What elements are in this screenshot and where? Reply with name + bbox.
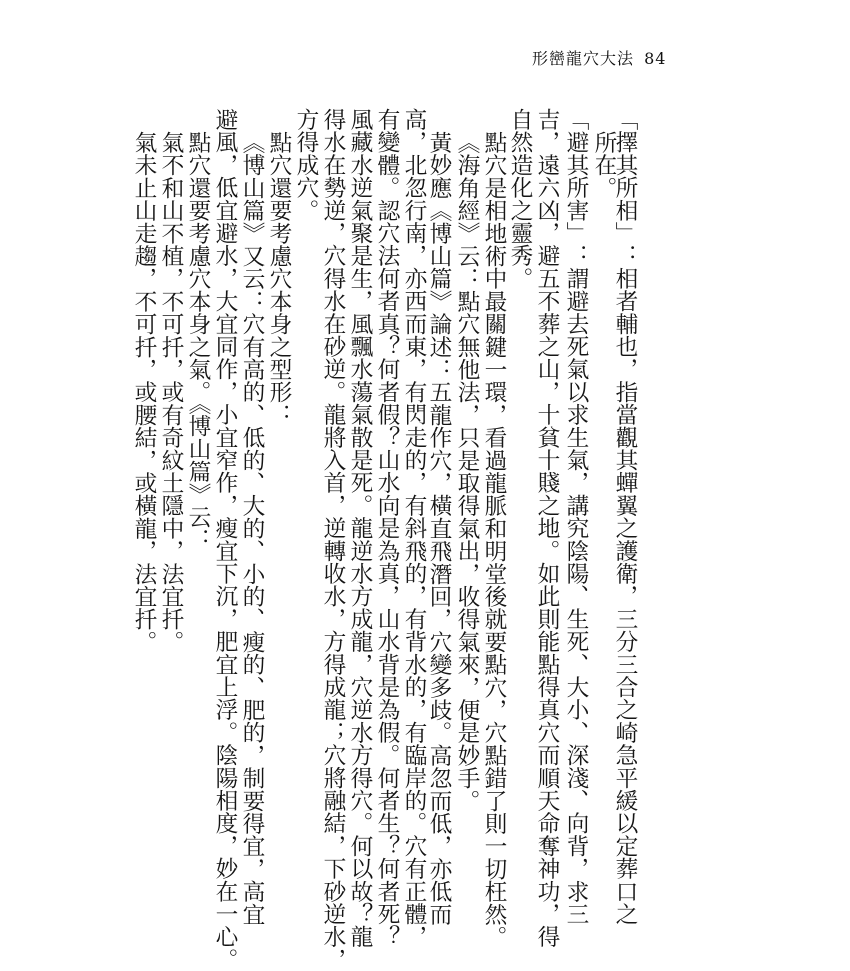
text-column: 點穴還要考慮穴本身之氣。《博山篇》云： — [185, 131, 211, 551]
text-column: 吉，遠六凶，避五不葬之山，十貧十賤之地。如此則能點得真穴而順天命奪神功，得 — [534, 108, 560, 948]
header-title: 形巒龍穴大法 — [532, 49, 635, 68]
text-column: 自然造化之靈秀。 — [507, 108, 533, 290]
text-column: 點穴是相地術中最關鍵一環，看過龍脈和明堂後就要點穴，穴點錯了則一切枉然。 — [481, 131, 507, 949]
text-column: 氣不和山不植，不可扦，或有奇紋土隱中，法宜扦。 — [158, 131, 184, 654]
text-column: 有變體。認穴法何者真？何者假？山水向是為真，山水背是為假。何者生？何者死？ — [374, 108, 400, 948]
running-header — [532, 46, 666, 69]
text-column: 「避其所害」：謂避去死氣以求生氣，講究陰陽、生死、大小、深淺、向背，求三 — [563, 108, 589, 926]
text-column: 方得成穴。 — [293, 108, 319, 222]
text-column: 氣未止山走趨，不可扦，或腰結，或橫龍，法宜扦。 — [131, 131, 157, 654]
text-column: 黃妙應《博山篇》論述：五龍作穴，橫直飛潛回，穴變多歧。高忽而低，亦低而 — [426, 131, 452, 926]
text-column: 「擇其所相」：相者輔也，指當觀其蟬翼之護衛，三分三合之崎急平緩以定葬口之 — [612, 108, 638, 926]
text-column: 避風，低宜避水，大宜同作，小宜窄作，瘦宜下沉，肥宜上浮。陰陽相度，妙在一心。 — [212, 108, 238, 971]
text-column: 《海角經》云：點穴無他法，只是取得氣出，收得氣來，便是妙手。 — [454, 131, 480, 812]
text-column: 得水在勢逆，穴得水在砂逆。龍將入首，逆轉收水，方得成龍；穴將融結，下砂逆水， — [320, 108, 346, 971]
text-column: 高，北忽行南，亦西而東，有閃走的，有斜飛的，有背水的，有臨岸的。穴有正體， — [401, 108, 427, 948]
page-number: 84 — [644, 49, 667, 68]
text-column: 風藏水逆氣聚是生，風飄水蕩氣散是死。龍逆水方成龍，穴逆水方得穴。何以故？龍 — [347, 108, 373, 948]
text-column: 點穴還要考慮穴本身之型形： — [266, 131, 292, 427]
text-column: 所在。 — [591, 131, 617, 200]
text-column: 《博山篇》又云：穴有高的、低的、大的、小的、瘦的、肥的，制要得宜，高宜 — [239, 131, 265, 926]
